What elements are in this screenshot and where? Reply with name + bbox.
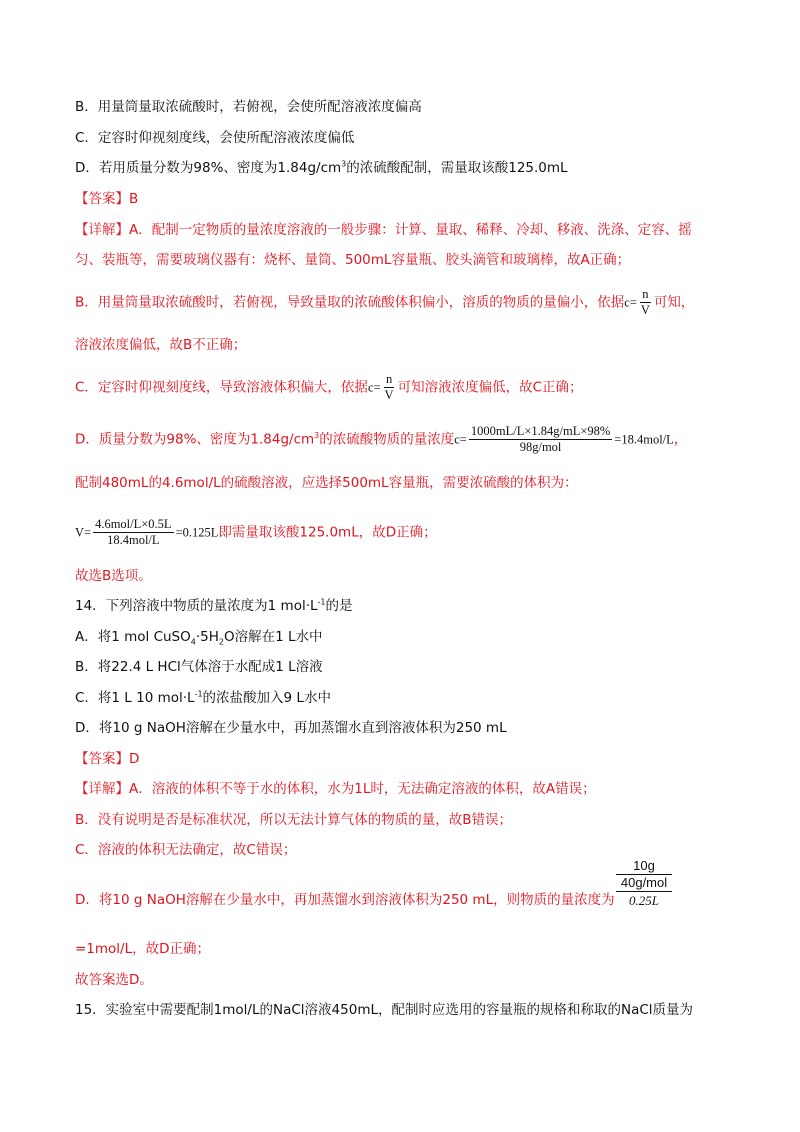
- q14-explain-d: D．将10 g NaOH溶解在少量水中，再加蒸馏水到溶液体积为250 mL，则物质的量浓度为: [75, 892, 615, 908]
- q13-explain-a-line2: 匀、装瓶等，需要玻璃仪器有：烧杯、量筒、500mL容量瓶、胶头滴管和玻璃棒，故A正确；: [75, 252, 631, 268]
- q14-explain-c: C．溶液的体积无法确定，故C错误；: [75, 842, 297, 858]
- q14-explain-a: 【详解】A．溶液的体积不等于水的体积，水为1L时，无法确定溶液的体积，故A错误；: [75, 781, 596, 797]
- q13-explain-c: C．定容时仰视刻度线，导致溶液体积偏大，依据c= $\frac{n}{V}$ 可知溶液浓度偏低，故C正确；: [75, 372, 583, 402]
- q13-explain-a-line1: 【详解】A．配制一定物质的量浓度溶液的一般步骤：计算、量取、稀释、冷却、移液、洗涤、定容、摇: [75, 222, 692, 238]
- q14-explain-d-result: =1mol/L，故D正确；: [75, 941, 211, 957]
- formula-concentration: $\frac{1000mL/L\times 1.84g/mL\times 98\%}{\text{98g/mol}}$: [470, 424, 611, 454]
- q13-conclusion: 故选B选项。: [75, 568, 152, 584]
- formula-n-over-v: $\frac{n}{V}$: [640, 287, 650, 317]
- formula-n-over-v-2: $\frac{n}{V}$: [384, 372, 394, 402]
- q14-option-c: C．将1 L 10 $mol\cdot L^{-1}$的浓盐酸加入9 L水中: [75, 689, 331, 706]
- q13-answer: 【答案】B: [75, 191, 139, 207]
- q14-option-d: D．将10 g NaOH溶解在少量水中，再加蒸馏水直到溶液体积为250 mL: [75, 720, 507, 736]
- q14-option-a: A．将1 mol $CuSO_4\cdot 5H_2O$溶解在1 L水中: [75, 629, 323, 647]
- q13-option-d: D．若用质量分数为98%、密度为$1.84g/cm^3$的浓硫酸配制，需量取该酸125.0mL: [75, 159, 568, 176]
- q15-stem: 15．实验室中需要配制1mol/L的NaCl溶液450mL，配制时应选用的容量瓶的规格和称取的NaCl质量为: [75, 1002, 694, 1018]
- q14-conclusion: 故答案选D。: [75, 972, 153, 988]
- q13-explain-b-line2: 溶液浓度偏低，故B不正确；: [75, 337, 247, 353]
- q14-answer: 【答案】D: [75, 751, 140, 767]
- q13-explain-d-line3: V= $\frac{\text{4.6mol/L×0.5L}}{\text{18.4mol/L}}$ =0.125L即需量取该酸125.0mL，故D正确；: [75, 517, 437, 547]
- q13-option-b: B．用量筒量取浓硫酸时，若俯视，会使所配溶液浓度偏高: [75, 99, 422, 115]
- q14-explain-b: B．没有说明是否是标准状况，所以无法计算气体的物质的量，故B错误；: [75, 812, 513, 828]
- formula-naoh-concentration: 10g 40g/mol 0.25L: [616, 858, 672, 910]
- q14-stem: 14．下列溶液中物质的量浓度为1 $mol\cdot L^{-1}$的是: [75, 597, 353, 614]
- q13-explain-b-line1: B．用量筒量取浓硫酸时，若俯视，导致量取的浓硫酸体积偏小，溶质的物质的量偏小，依据c= $\frac{n}{V}$ 可知，: [75, 287, 695, 317]
- q13-option-c: C．定容时仰视刻度线，会使所配溶液浓度偏低: [75, 130, 355, 146]
- q13-explain-d-line1: D．质量分数为98%、密度为$1.84g/cm^3$的浓硫酸物质的量浓度c= $\frac{1000mL/L\times 1.84g/mL\times 98\%}{\text{98g/mol}}$ =18.4mol/L，: [75, 424, 688, 454]
- q13-explain-d-line2: 配制480mL的4.6mol/L的硫酸溶液，应选择500mL容量瓶，需要浓硫酸的体积为：: [75, 475, 578, 491]
- q14-option-b: B．将22.4 L HCl气体溶于水配成1 L溶液: [75, 659, 323, 675]
- formula-volume: $\frac{\text{4.6mol/L×0.5L}}{\text{18.4mol/L}}$: [95, 517, 172, 547]
